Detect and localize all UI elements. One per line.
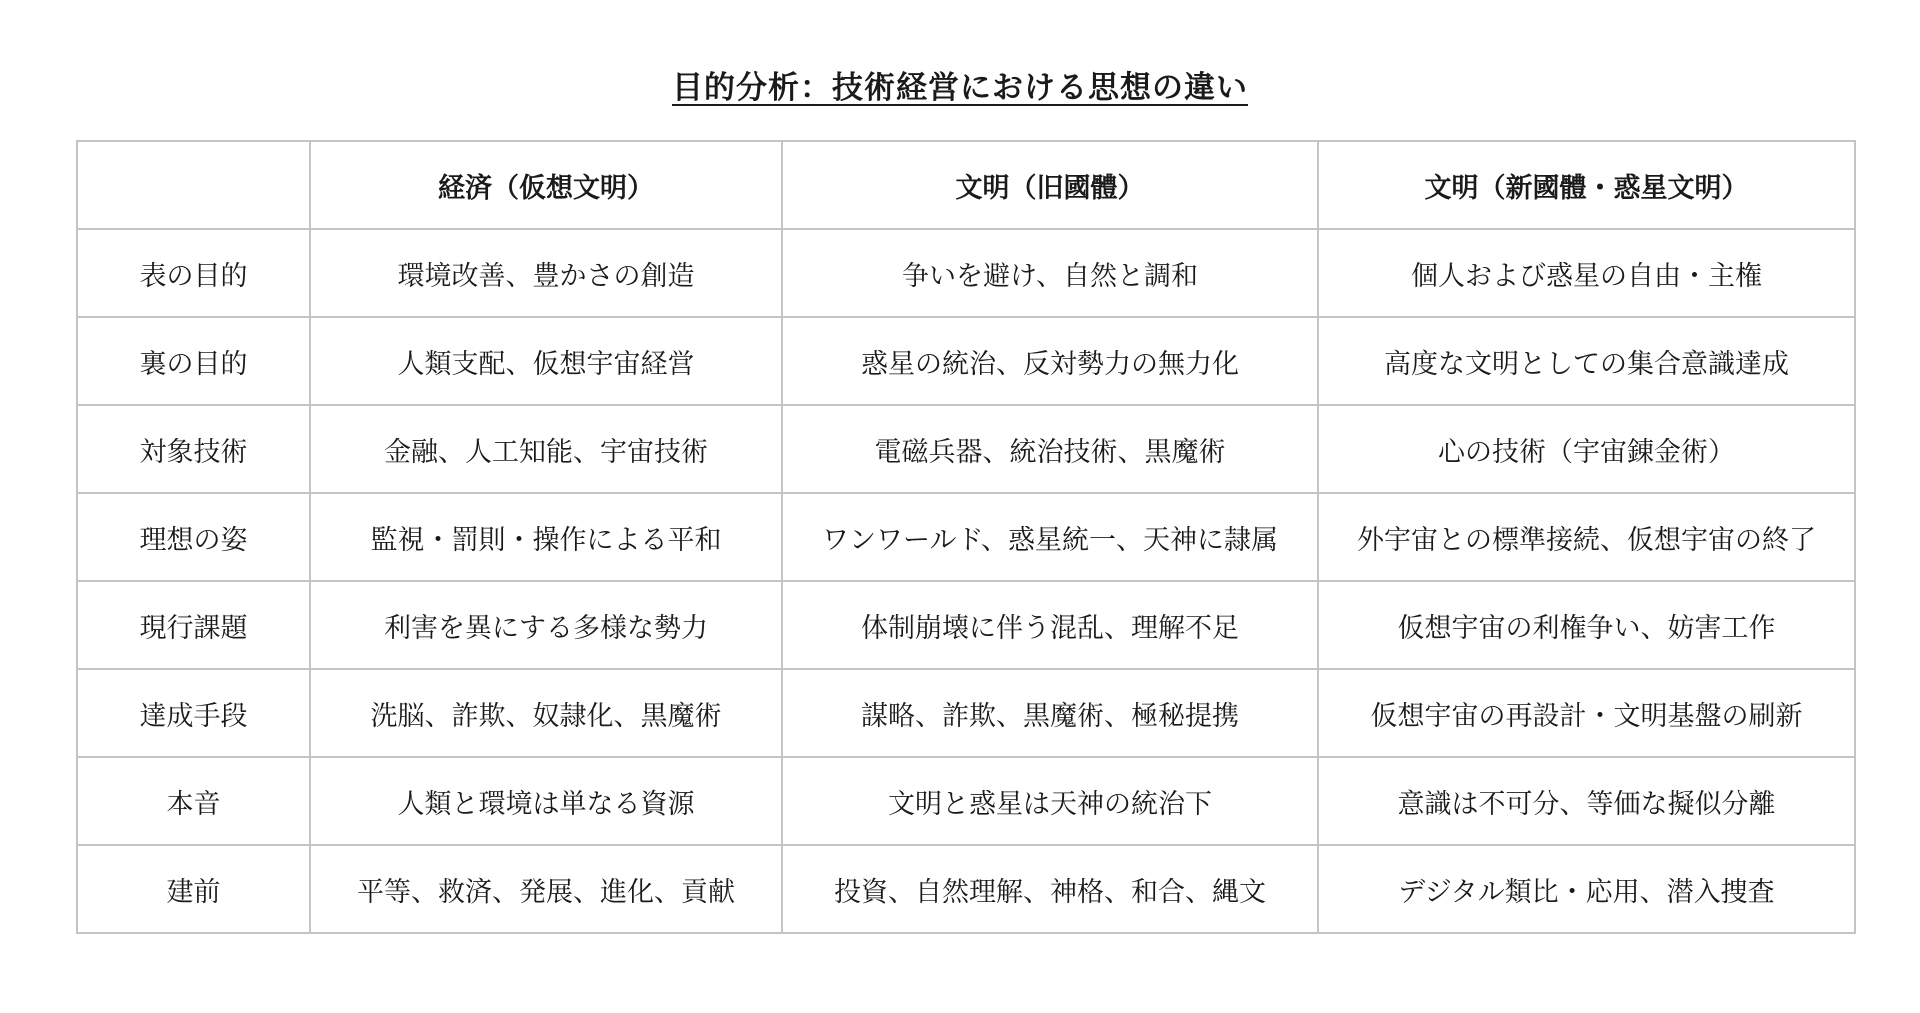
table-cell: 争いを避け、自然と調和: [782, 229, 1318, 317]
table-cell: 高度な文明としての集合意識達成: [1318, 317, 1855, 405]
table-row: [77, 229, 1855, 317]
header-economy: 経済（仮想文明）: [310, 141, 782, 229]
table-cell: 文明と惑星は天神の統治下: [782, 757, 1318, 845]
comparison-table: [76, 140, 1856, 934]
table-cell: ワンワールド、惑星統一、天神に隷属: [782, 493, 1318, 581]
row-label: 理想の姿: [77, 493, 310, 581]
page-title: 目的分析：技術経営における思想の違い: [672, 70, 1248, 106]
table-cell: 仮想宇宙の利権争い、妨害工作: [1318, 581, 1855, 669]
row-label: 達成手段: [77, 669, 310, 757]
table-cell: 体制崩壊に伴う混乱、理解不足: [782, 581, 1318, 669]
table-row: [77, 581, 1855, 669]
table-row: [77, 317, 1855, 405]
table-cell: 人類支配、仮想宇宙経営: [310, 317, 782, 405]
row-label: 建前: [77, 845, 310, 933]
header-corner-cell: [77, 141, 310, 229]
table-cell: 人類と環境は単なる資源: [310, 757, 782, 845]
table-cell: 外宇宙との標準接続、仮想宇宙の終了: [1318, 493, 1855, 581]
row-label: 表の目的: [77, 229, 310, 317]
table-cell: 電磁兵器、統治技術、黒魔術: [782, 405, 1318, 493]
header-new-civilization: 文明（新國體・惑星文明）: [1318, 141, 1855, 229]
table-row: [77, 493, 1855, 581]
table-cell: 惑星の統治、反対勢力の無力化: [782, 317, 1318, 405]
row-label: 現行課題: [77, 581, 310, 669]
table-cell: デジタル類比・応用、潜入捜査: [1318, 845, 1855, 933]
table-cell: 利害を異にする多様な勢力: [310, 581, 782, 669]
table-row: [77, 669, 1855, 757]
row-label: 本音: [77, 757, 310, 845]
table-cell: 監視・罰則・操作による平和: [310, 493, 782, 581]
table-row: [77, 405, 1855, 493]
table-header-row: [77, 141, 1855, 229]
table-row: [77, 845, 1855, 933]
table-cell: 仮想宇宙の再設計・文明基盤の刷新: [1318, 669, 1855, 757]
row-label: 対象技術: [77, 405, 310, 493]
table-cell: 心の技術（宇宙錬金術）: [1318, 405, 1855, 493]
table-row: [77, 757, 1855, 845]
table-cell: 個人および惑星の自由・主権: [1318, 229, 1855, 317]
table-cell: 金融、人工知能、宇宙技術: [310, 405, 782, 493]
table-cell: 投資、自然理解、神格、和合、縄文: [782, 845, 1318, 933]
row-label: 裏の目的: [77, 317, 310, 405]
table-cell: 環境改善、豊かさの創造: [310, 229, 782, 317]
table-cell: 洗脳、詐欺、奴隷化、黒魔術: [310, 669, 782, 757]
header-old-civilization: 文明（旧國體）: [782, 141, 1318, 229]
table-cell: 平等、救済、発展、進化、貢献: [310, 845, 782, 933]
table-cell: 謀略、詐欺、黒魔術、極秘提携: [782, 669, 1318, 757]
table-cell: 意識は不可分、等価な擬似分離: [1318, 757, 1855, 845]
